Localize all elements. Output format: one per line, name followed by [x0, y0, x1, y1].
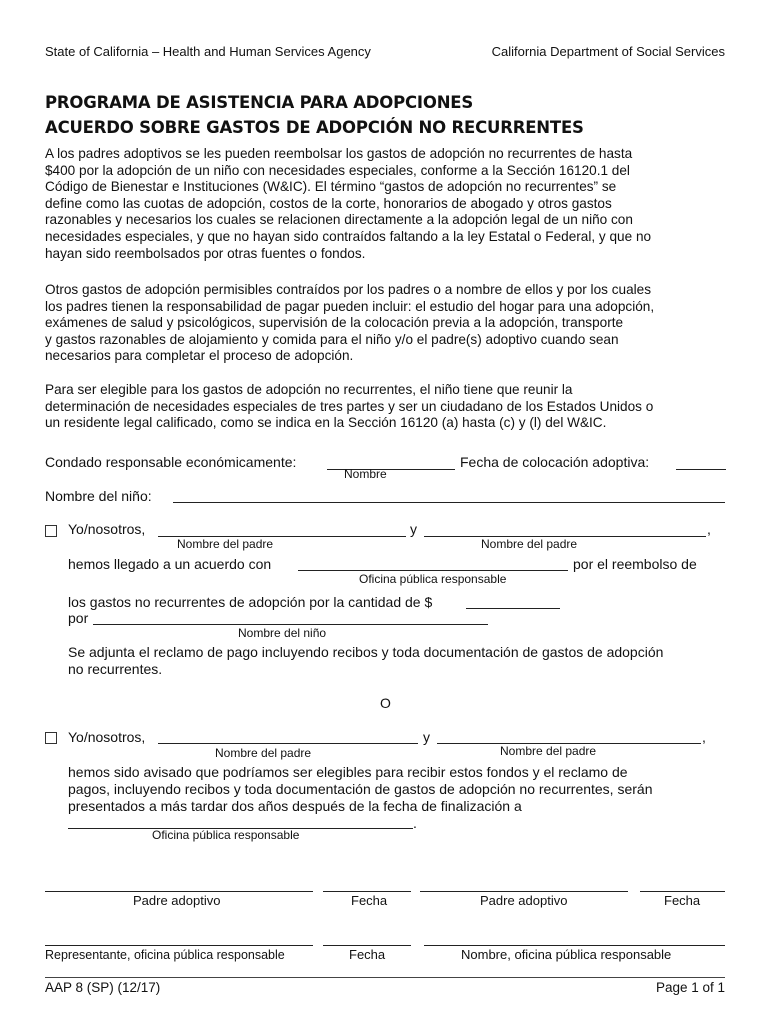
date-line-3[interactable]: [323, 945, 411, 946]
county-sub-label: Nombre: [344, 467, 387, 481]
option1-agency-input[interactable]: [298, 570, 568, 571]
option1-parent1-sub: Nombre del padre: [177, 537, 274, 551]
label-representative: Representante, oficina pública responsable: [45, 948, 285, 962]
label-date-2: Fecha: [664, 893, 701, 908]
option2-parent2-sub: Nombre del padre: [500, 744, 597, 758]
option2-period: .: [413, 815, 417, 831]
option1-lead: Yo/nosotros,: [68, 521, 146, 537]
county-label: Condado responsable económicamente:: [45, 454, 297, 470]
option2-parent1-input[interactable]: [158, 743, 418, 744]
option2-checkbox[interactable]: [45, 732, 57, 744]
option1-amount-text: los gastos no recurrentes de adopción por la cantidad de $: [68, 594, 433, 610]
option2-text-line1: hemos sido avisado que podríamos ser elegibles para recibir estos fondos y el reclamo de: [68, 764, 628, 780]
label-date-1: Fecha: [351, 893, 388, 908]
option1-and: y: [410, 521, 417, 537]
footer-divider: [45, 977, 725, 978]
option1-child-sub: Nombre del niño: [238, 626, 327, 640]
label-agency-name: Nombre, oficina pública responsable: [461, 947, 672, 962]
child-name-label: Nombre del niño:: [45, 488, 152, 504]
option1-claim-line2: no recurrentes.: [68, 661, 163, 677]
option1-claim-line1: Se adjunta el reclamo de pago incluyendo recibos y toda documentación de gastos de adopción: [68, 644, 664, 660]
option2-comma: ,: [702, 729, 706, 745]
option1-agreement-prefix: hemos llegado a un acuerdo con: [68, 556, 272, 572]
signature-line-adoptive-parent-2[interactable]: [420, 891, 628, 892]
header-department: California Department of Social Services: [491, 44, 725, 59]
option1-parent2-sub: Nombre del padre: [481, 537, 578, 551]
signature-line-representative[interactable]: [45, 945, 313, 946]
placement-date-input[interactable]: [676, 469, 726, 470]
option2-lead: Yo/nosotros,: [68, 729, 146, 745]
signature-line-adoptive-parent-1[interactable]: [45, 891, 313, 892]
paragraph-reimbursement: A los padres adoptivos se les pueden reembolsar los gastos de adopción no recurrentes de hasta $400 por la adopción de un niño con necesidades especiales, conforme a la Sección 16120.1 del Código de Bienestar e Instituciones (W&IC). El término “gastos de adopción no recurrentes” se define como las cuotas de adopción, costos de la corte, honorarios de abogado y otros gastos razonables y necesarios los cuales se relacionen directamente a la adopción legal de un niño con necesidades especiales, y que no hayan sido contraídos faltando a la ley Estatal o Federal, y que no hayan sido reembolsados por otras fuentes o fondos.: [45, 146, 652, 261]
form-title: PROGRAMA DE ASISTENCIA PARA ADOPCIONES: [45, 93, 474, 112]
option1-por: por: [68, 610, 89, 626]
option2-text-line2: pagos, incluyendo recibos y toda documentación de gastos de adopción no recurrentes, serán: [68, 781, 653, 797]
child-name-input[interactable]: [173, 502, 725, 503]
label-adoptive-parent-2: Padre adoptivo: [480, 893, 568, 908]
option1-comma: ,: [707, 521, 711, 537]
option1-agency-sub: Oficina pública responsable: [359, 572, 507, 586]
name-line-agency[interactable]: [424, 945, 725, 946]
footer-form-id: AAP 8 (SP) (12/17): [45, 980, 161, 995]
or-separator: O: [380, 695, 391, 711]
paragraph-eligibility: Para ser elegible para los gastos de adopción no recurrentes, el niño tiene que reunir la determinación de necesidades especiales de tres partes y ser un ciudadano de los Estados Unidos o un residente legal calificado, como se indica en la Sección 16120 (a) hasta (c) y (l) del W&IC.: [45, 382, 654, 431]
option1-agreement-suffix: por el reembolso de: [573, 556, 697, 572]
footer-page-number: Page 1 of 1: [655, 980, 725, 995]
option1-child-input[interactable]: [93, 624, 488, 625]
option2-parent1-sub: Nombre del padre: [215, 746, 312, 760]
option2-agency-sub: Oficina pública responsable: [152, 828, 300, 842]
date-line-1[interactable]: [323, 891, 411, 892]
header-agency: State of California – Health and Human Services Agency: [45, 44, 371, 59]
option2-text-line3: presentados a más tardar dos años después de la fecha de finalización a: [68, 798, 522, 814]
option1-checkbox[interactable]: [45, 525, 57, 537]
option2-and: y: [423, 729, 430, 745]
option1-amount-input[interactable]: [466, 608, 560, 609]
label-date-3: Fecha: [349, 947, 386, 962]
date-line-2[interactable]: [640, 891, 725, 892]
form-subtitle: ACUERDO SOBRE GASTOS DE ADOPCIÓN NO RECURRENTES: [45, 118, 584, 137]
paragraph-other-expenses: Otros gastos de adopción permisibles contraídos por los padres o a nombre de ellos y por los cuales los padres tienen la responsabilidad de pagar pueden incluir: el estudio del hogar para una adopción, exámenes de salud y psicológicos, supervisión de la colocación previa a la adopción, transporte y gastos razonables de alojamiento y comida para el niño y/o el padre(s) adoptivo cuando sean necesarios para completar el proceso de adopción.: [45, 282, 655, 364]
placement-date-label: Fecha de colocación adoptiva:: [460, 454, 650, 470]
label-adoptive-parent-1: Padre adoptivo: [133, 893, 221, 908]
